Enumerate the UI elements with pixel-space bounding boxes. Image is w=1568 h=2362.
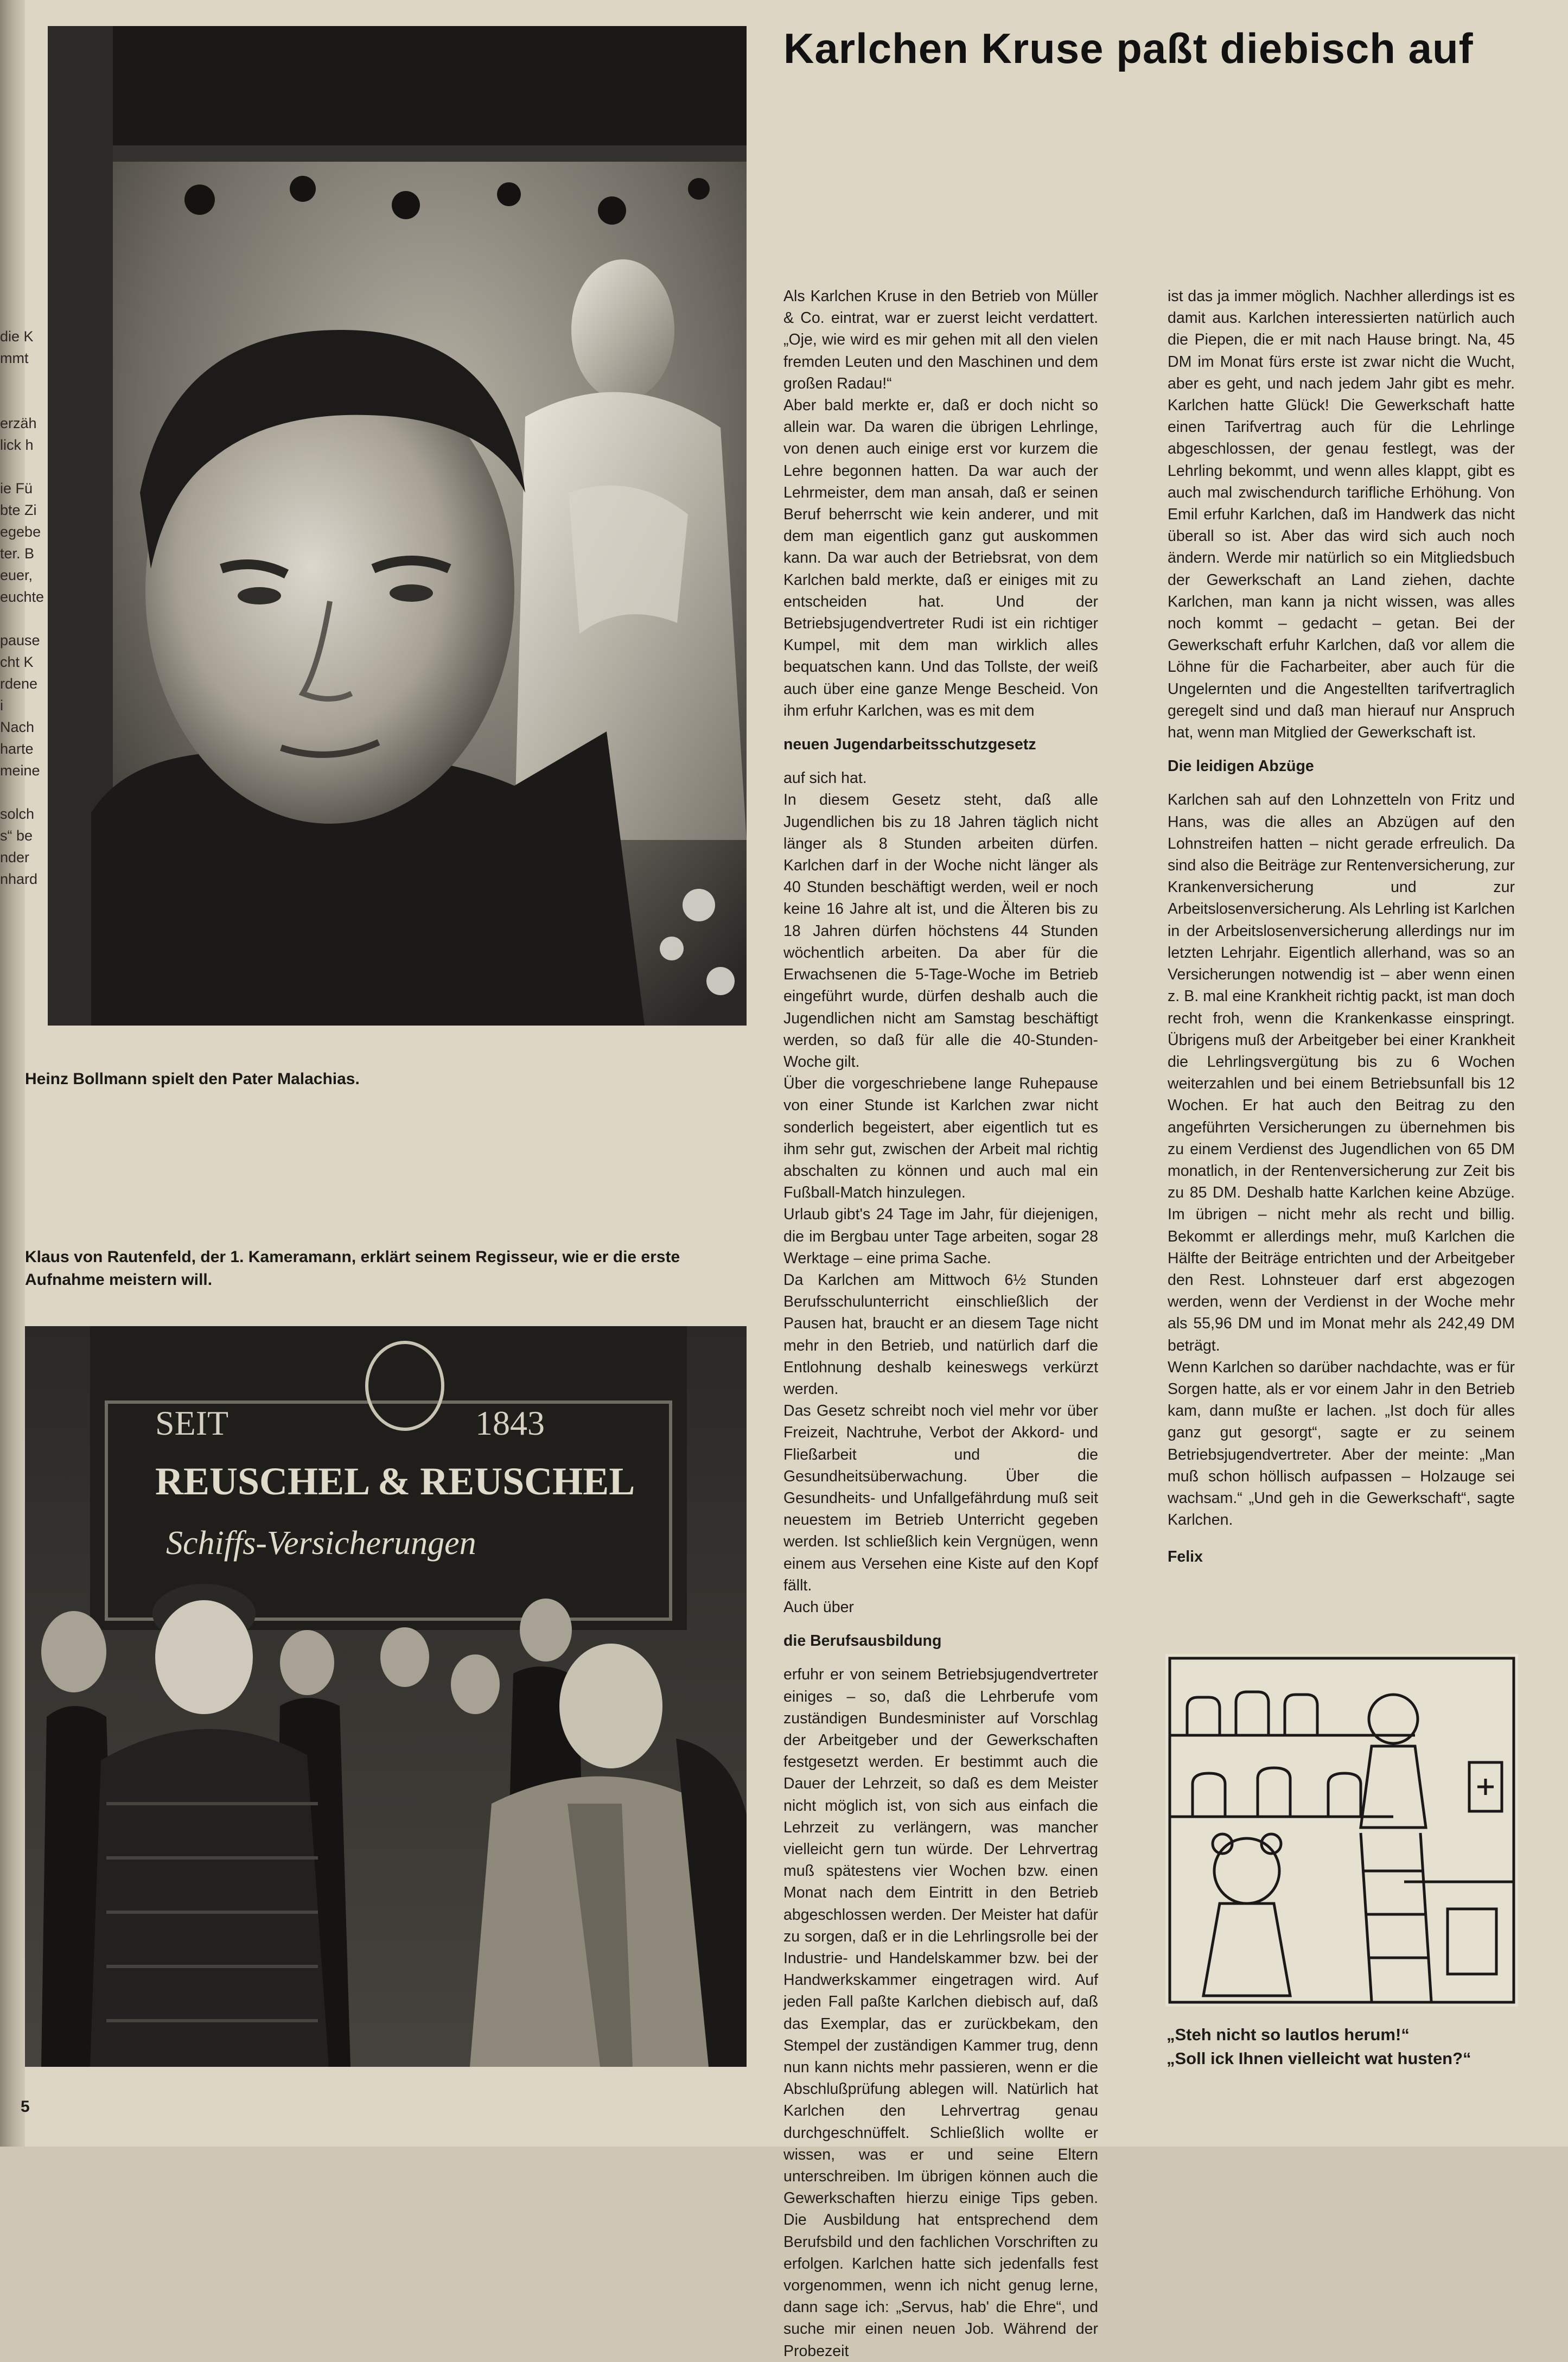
previous-page-fragment: rdene xyxy=(0,676,38,692)
page-spine xyxy=(0,0,44,2147)
previous-page-fragment: nder xyxy=(0,849,30,865)
article-paragraph: erfuhr er von seinem Betriebsjugendvertreter einiges – so, daß die Lehrberufe vom zuständigen Bundesminister auf Vorschlag der Arbeitgeber und der Gewerkschaften festgesetzt werden. Er bestimmt auch die Dauer der Lehrzeit, so daß es dem Meister nicht möglich ist, von sich aus einfach die Lehrzeit zu verlängern, was mancher vielleicht gern tun würde. Der Lehrvertrag muß spätestens vier Wochen bzw. einen Monat nach dem Eintritt in den Betrieb abgeschlossen werden. Der Meister hat dafür zu sorgen, daß er in die Lehrlingsrolle bei der Industrie- und Handelskammer bzw. bei der Handwerkskammer eingetragen wird. Auf jeden Fall paßte Karlchen diebisch auf, daß das Exemplar, das er zurückbekam, den Stempel der zuständigen Kammer trug, denn nun kann nichts mehr passieren, wenn er die Abschlußprüfung ablegen will. Natürlich hat Karlchen den Lehrvertrag genau durchgeschnüffelt. Schließlich wollte er wissen, was er und seine Eltern unterschreiben. Im übrigen können auch die Gewerkschaften hierzu einige Tips geben. Die Ausbildung hat entsprechend dem Berufsbild und den fachlichen Vorschriften zu erfolgen. Karlchen hatte sich jedenfalls fest vorgenommen, wenn ich nicht genug lerne, dann sage ich: „Servus, hab' die Ehre“, und suche mir einen neuen Job. Während der Probezeit xyxy=(783,1666,1098,2360)
sign-insurance: Schiffs-Versicherungen xyxy=(166,1525,476,1562)
article-paragraph: Aber bald merkte er, daß er doch nicht so allein war. Da waren die übrigen Lehrlinge, von denen auch einige erst vor kurzem die Lehre begonnen hatten. Da war auch der Lehrmeister, dem man ansah, daß er seinen Beruf beherrscht wie kein anderer, und mit dem man eigentlich ganz gut auskommen kann. Da war auch der Betriebsrat, von dem Karlchen bald merkte, daß er einiges mit zu entscheiden hat. Und der Betriebsjugendvertreter Rudi ist ein richtiger Kumpel, mit dem man wirklich alles bequatschen kann. Und das Tollste, der weiß auch über eine ganze Menge Bescheid. Von ihm erfuhr Karlchen, was es mit dem xyxy=(783,397,1098,720)
previous-page-fragment: die K xyxy=(0,328,34,345)
article-headline: Karlchen Kruse paßt diebisch auf xyxy=(783,24,1474,72)
previous-page-fragment: mmt xyxy=(0,350,29,366)
article-paragraph: ist das ja immer möglich. Nachher allerdings ist es damit aus. Karlchen interessierten natürlich auch die Piepen, die er mit nach Hause bringt. Na, 45 DM im Monat fürs erste ist zwar nicht die Wucht, aber es geht, und nach jedem Jahr gibt es mehr. Karlchen hatte Glück! Die Gewerkschaft hatte einen Tarifvertrag auch für die Lehrlinge abgeschlossen, der genau festlegt, was der Lehrling bekommt, und wenn alles klappt, gibt es auch mal zwischendurch tarifliche Erhöhung. Von Emil erfuhr Karlchen, daß im Handwerk das nicht überall so ist. Aber das wird sich auch noch ändern. Werde mir natürlich so ein Mitgliedsbuch der Gewerkschaft an Land ziehen, dachte Karlchen, man kann ja nicht wissen, was alles noch kommt – gedacht – getan. Bei der Gewerkschaft erfuhr Karlchen, daß vor allem die Löhne für die Facharbeiter, aber auch für die Ungelernten und die Angestellten tarifvertraglich geregelt sind und daß man hierauf nur Anspruch hat, wenn man Mitglied der Gewerkschaft ist. xyxy=(1168,288,1515,742)
previous-page-fragments xyxy=(0,326,44,977)
previous-page-fragment xyxy=(0,608,27,629)
cartoon-caption-line-2: „Soll ick Ihnen vielleicht wat husten?“ xyxy=(1167,2049,1471,2068)
article-paragraph: Da Karlchen am Mittwoch 6½ Stunden Berufsschulunterricht einschließlich der Pausen hat, braucht er an diesem Tage nicht mehr in den Betrieb, und natürlich darf die Entlohnung deshalb keineswegs verkürzt werden. xyxy=(783,1271,1098,1398)
previous-page-fragment: ie Fü xyxy=(0,480,33,496)
page-number: 5 xyxy=(21,2098,30,2116)
previous-page-fragment: lick h xyxy=(0,437,34,453)
article-paragraph: Wenn Karlchen so darüber nachdachte, was er für Sorgen hatte, als er vor einem Jahr in den Betrieb kam, dann mußte er lachen. „Ist doch für alles ganz gut gesorgt“, sagte er zu seinem Betriebsjugendvertreter. Aber der meinte: „Man muß schon höllisch aufpassen – Holzauge sei wachsam.“ „Und geh in die Gewerkschaft“, sagte Karlchen. xyxy=(1168,1358,1515,1529)
article-paragraph: auf sich hat. xyxy=(783,769,867,787)
article-paragraph: In diesem Gesetz steht, daß alle Jugendlichen bis zu 18 Jahren täglich nicht länger als 8 Stunden arbeiten dürfen. Karlchen darf in der Woche nicht länger als 40 Stunden beschäftigt werden, weil er noch keine 16 Jahre alt ist, und die Älteren bis zu 18 Jahren dürfen höchstens 44 Stunden wöchentlich arbeiten. Da aber für die Erwachsenen die 5-Tage-Woche im Betrieb eingeführt wurde, dürfen deshalb auch die Jugendlichen nicht am Samstag beschäftigt werden, so daß für alle die 40-Stunden-Woche gilt. xyxy=(783,791,1098,1071)
previous-page-fragment: euchte xyxy=(0,589,44,605)
previous-page-fragment: bte Zi xyxy=(0,502,37,518)
previous-page-fragment: erzäh xyxy=(0,415,37,431)
article-column-1 xyxy=(783,285,1098,2362)
previous-page-fragment: nhard xyxy=(0,871,38,887)
previous-page-fragment xyxy=(0,781,27,803)
article-paragraph: Über die vorgeschriebene lange Ruhepause von einer Stunde ist Karlchen zwar nicht sonderlich begeistert, aber eigentlich tut es ihm sehr gut, zwischen der Arbeit mal richtig abschalten zu können und auch mal ein Fußball-Match hinzulegen. xyxy=(783,1075,1098,1202)
cartoon-caption xyxy=(1167,2023,1557,2071)
article-paragraph: Auch über xyxy=(783,1598,854,1616)
previous-page-fragment: ter. B xyxy=(0,545,35,562)
article-paragraph: Als Karlchen Kruse in den Betrieb von Müller & Co. eintrat, war er zuerst leicht verdattert. „Oje, wie wird es mir gehen mit all den vielen fremden Leuten und den Maschinen und dem großen Radau!“ xyxy=(783,288,1098,392)
previous-page-fragment: harte xyxy=(0,741,34,757)
sign-year: 1843 xyxy=(475,1404,545,1442)
author-signature: Felix xyxy=(1168,1548,1203,1566)
sign-seit: SEIT xyxy=(155,1404,229,1442)
cartoon-caption-line-1: „Steh nicht so lautlos herum!“ xyxy=(1167,2025,1410,2044)
previous-page-fragment: meine xyxy=(0,762,40,779)
article-paragraph: Das Gesetz schreibt noch viel mehr vor über Freizeit, Nachtruhe, Verbot der Akkord- und Fließarbeit und die Gesundheitsüberwachung. Über die Gesundheits- und Unfallgefährdung muß seit neuestem im Betrieb Unterricht gegeben werden. Ist schließlich kein Vergnügen, wenn einem aus Versehen eine Kiste auf den Kopf fällt. xyxy=(783,1402,1098,1594)
article-column-2 xyxy=(1168,285,1515,1568)
previous-page-fragment: Nach xyxy=(0,719,35,735)
previous-page-fragment: pause xyxy=(0,632,40,648)
film-crew-photo xyxy=(25,1326,747,2067)
pharmacy-cartoon xyxy=(1165,1654,1518,2007)
previous-page-fragment xyxy=(0,369,27,391)
sign-company: REUSCHEL & REUSCHEL xyxy=(155,1460,635,1503)
previous-page-fragment: euer, xyxy=(0,567,33,583)
previous-page-fragment xyxy=(0,391,27,412)
actor-portrait-photo xyxy=(48,26,747,1026)
subheading-abzuege: Die leidigen Abzüge xyxy=(1168,757,1314,775)
article-paragraph: Urlaub gibt's 24 Tage im Jahr, für diejenigen, die im Bergbau unter Tage arbeiten, sogar 28 Werktage – eine prima Sache. xyxy=(783,1206,1098,1267)
article-paragraph: Karlchen sah auf den Lohnzetteln von Fritz und Hans, was die alles an Abzügen auf den Lohnstreifen hatten – nicht gerade erfreulich. Da sind also die Beiträge zur Rentenversicherung, zur Krankenversicherung und zur Arbeitslosenversicherung. Als Lehrling ist Karlchen in der Arbeitslosenversicherung allerdings nur im letzten Lehrjahr. Eigentlich allerhand, was so an Versicherungen notwendig ist – aber wenn einen z. B. mal eine Krankheit richtig packt, ist man doch recht froh, wenn die Krankenkasse einspringt. Übrigens muß der Arbeitgeber bei einer Krankheit die Lehrlingsvergütung bis zu 6 Wochen weiterzahlen und bei einem Betriebsunfall bis 12 Wochen. Er hat auch den Beitrag zu den angeführten Versicherungen zu übernehmen bis zu einem Verdienst des Jugendlichen von 65 DM monatlich, in der Rentenversicherung zur Zeit bis zu 85 DM. Deshalb hatte Karlchen keine Abzüge. Im übrigen – nicht mehr als recht und billig. Bekommt er allerdings mehr, muß Karlchen die Hälfte der Beiträge entrichten und der Arbeitgeber den Rest. Lohnsteuer darf erst abgezogen werden, wenn der Verdienst in der Woche mehr als 55,96 DM und im Monat mehr als 242,49 DM beträgt. xyxy=(1168,791,1515,1354)
subheading-berufsausbildung: die Berufsausbildung xyxy=(783,1632,942,1650)
previous-page-fragment: i xyxy=(0,697,3,714)
photo2-caption: Klaus von Rautenfeld, der 1. Kameramann, erklärt seinem Regisseur, wie er die erste Aufnahme meistern will. xyxy=(25,1248,680,1289)
subheading-jugendarbeitsschutzgesetz: neuen Jugendarbeitsschutzgesetz xyxy=(783,736,1036,754)
previous-page-fragment: s“ be xyxy=(0,827,33,844)
previous-page-fragment xyxy=(0,456,27,478)
previous-page-fragment: egebe xyxy=(0,524,41,540)
photo1-caption: Heinz Bollmann spielt den Pater Malachias. xyxy=(25,1070,360,1088)
previous-page-fragment: cht K xyxy=(0,654,34,670)
previous-page-fragment: solch xyxy=(0,806,35,822)
